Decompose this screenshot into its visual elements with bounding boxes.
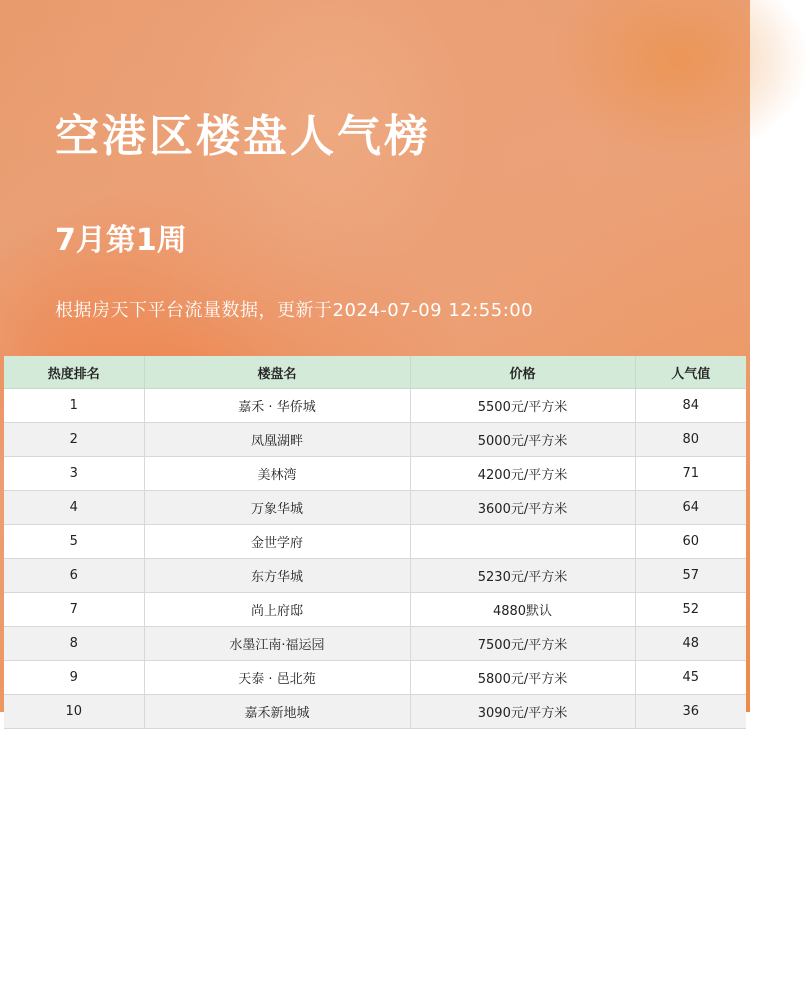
header-price: 价格: [410, 356, 635, 389]
cell-popularity: 52: [635, 593, 746, 627]
cell-price: 5500元/平方米: [410, 389, 635, 423]
cell-popularity: 60: [635, 525, 746, 559]
cell-name: 嘉禾 · 华侨城: [144, 389, 410, 423]
cell-rank: 5: [4, 525, 144, 559]
cell-popularity: 36: [635, 695, 746, 729]
cell-name: 天泰 · 邑北苑: [144, 661, 410, 695]
table-row: [4, 491, 746, 525]
cell-price: 5000元/平方米: [410, 423, 635, 457]
cell-name: 万象华城: [144, 491, 410, 525]
table-row: [4, 457, 746, 491]
cell-rank: 2: [4, 423, 144, 457]
ranking-table-container: [4, 356, 746, 729]
cell-rank: 4: [4, 491, 144, 525]
cell-popularity: 45: [635, 661, 746, 695]
cell-price: [410, 525, 635, 559]
cell-rank: 9: [4, 661, 144, 695]
table-row: [4, 525, 746, 559]
table-header-row: [4, 356, 746, 389]
cell-price: 3090元/平方米: [410, 695, 635, 729]
cell-name: 金世学府: [144, 525, 410, 559]
cell-popularity: 84: [635, 389, 746, 423]
header-name: 楼盘名: [144, 356, 410, 389]
table-row: [4, 593, 746, 627]
cell-popularity: 57: [635, 559, 746, 593]
cell-name: 凤凰湖畔: [144, 423, 410, 457]
cell-popularity: 80: [635, 423, 746, 457]
cell-popularity: 71: [635, 457, 746, 491]
cell-rank: 8: [4, 627, 144, 661]
cell-rank: 1: [4, 389, 144, 423]
table-row: [4, 559, 746, 593]
header-popularity: 人气值: [635, 356, 746, 389]
table-body: [4, 389, 746, 729]
table-row: [4, 389, 746, 423]
cell-name: 美林湾: [144, 457, 410, 491]
cell-name: 东方华城: [144, 559, 410, 593]
cell-price: 5230元/平方米: [410, 559, 635, 593]
data-source-note: 根据房天下平台流量数据，更新于2024-07-09 12:55:00: [55, 300, 534, 321]
cell-rank: 7: [4, 593, 144, 627]
cell-popularity: 48: [635, 627, 746, 661]
table-row: [4, 661, 746, 695]
week-subtitle: 7月第1周: [55, 223, 187, 258]
cell-popularity: 64: [635, 491, 746, 525]
cell-price: 5800元/平方米: [410, 661, 635, 695]
table-row: [4, 423, 746, 457]
ranking-table: [4, 356, 746, 729]
cell-price: 7500元/平方米: [410, 627, 635, 661]
cell-price: 3600元/平方米: [410, 491, 635, 525]
header-rank: 热度排名: [4, 356, 144, 389]
cell-price: 4200元/平方米: [410, 457, 635, 491]
cell-rank: 10: [4, 695, 144, 729]
cell-name: 水墨江南·福运园: [144, 627, 410, 661]
table-row: [4, 627, 746, 661]
table-row: [4, 695, 746, 729]
cell-rank: 6: [4, 559, 144, 593]
cell-rank: 3: [4, 457, 144, 491]
page-title: 空港区楼盘人气榜: [55, 111, 431, 162]
cell-price: 4880默认: [410, 593, 635, 627]
cell-name: 嘉禾新地城: [144, 695, 410, 729]
cell-name: 尚上府邸: [144, 593, 410, 627]
